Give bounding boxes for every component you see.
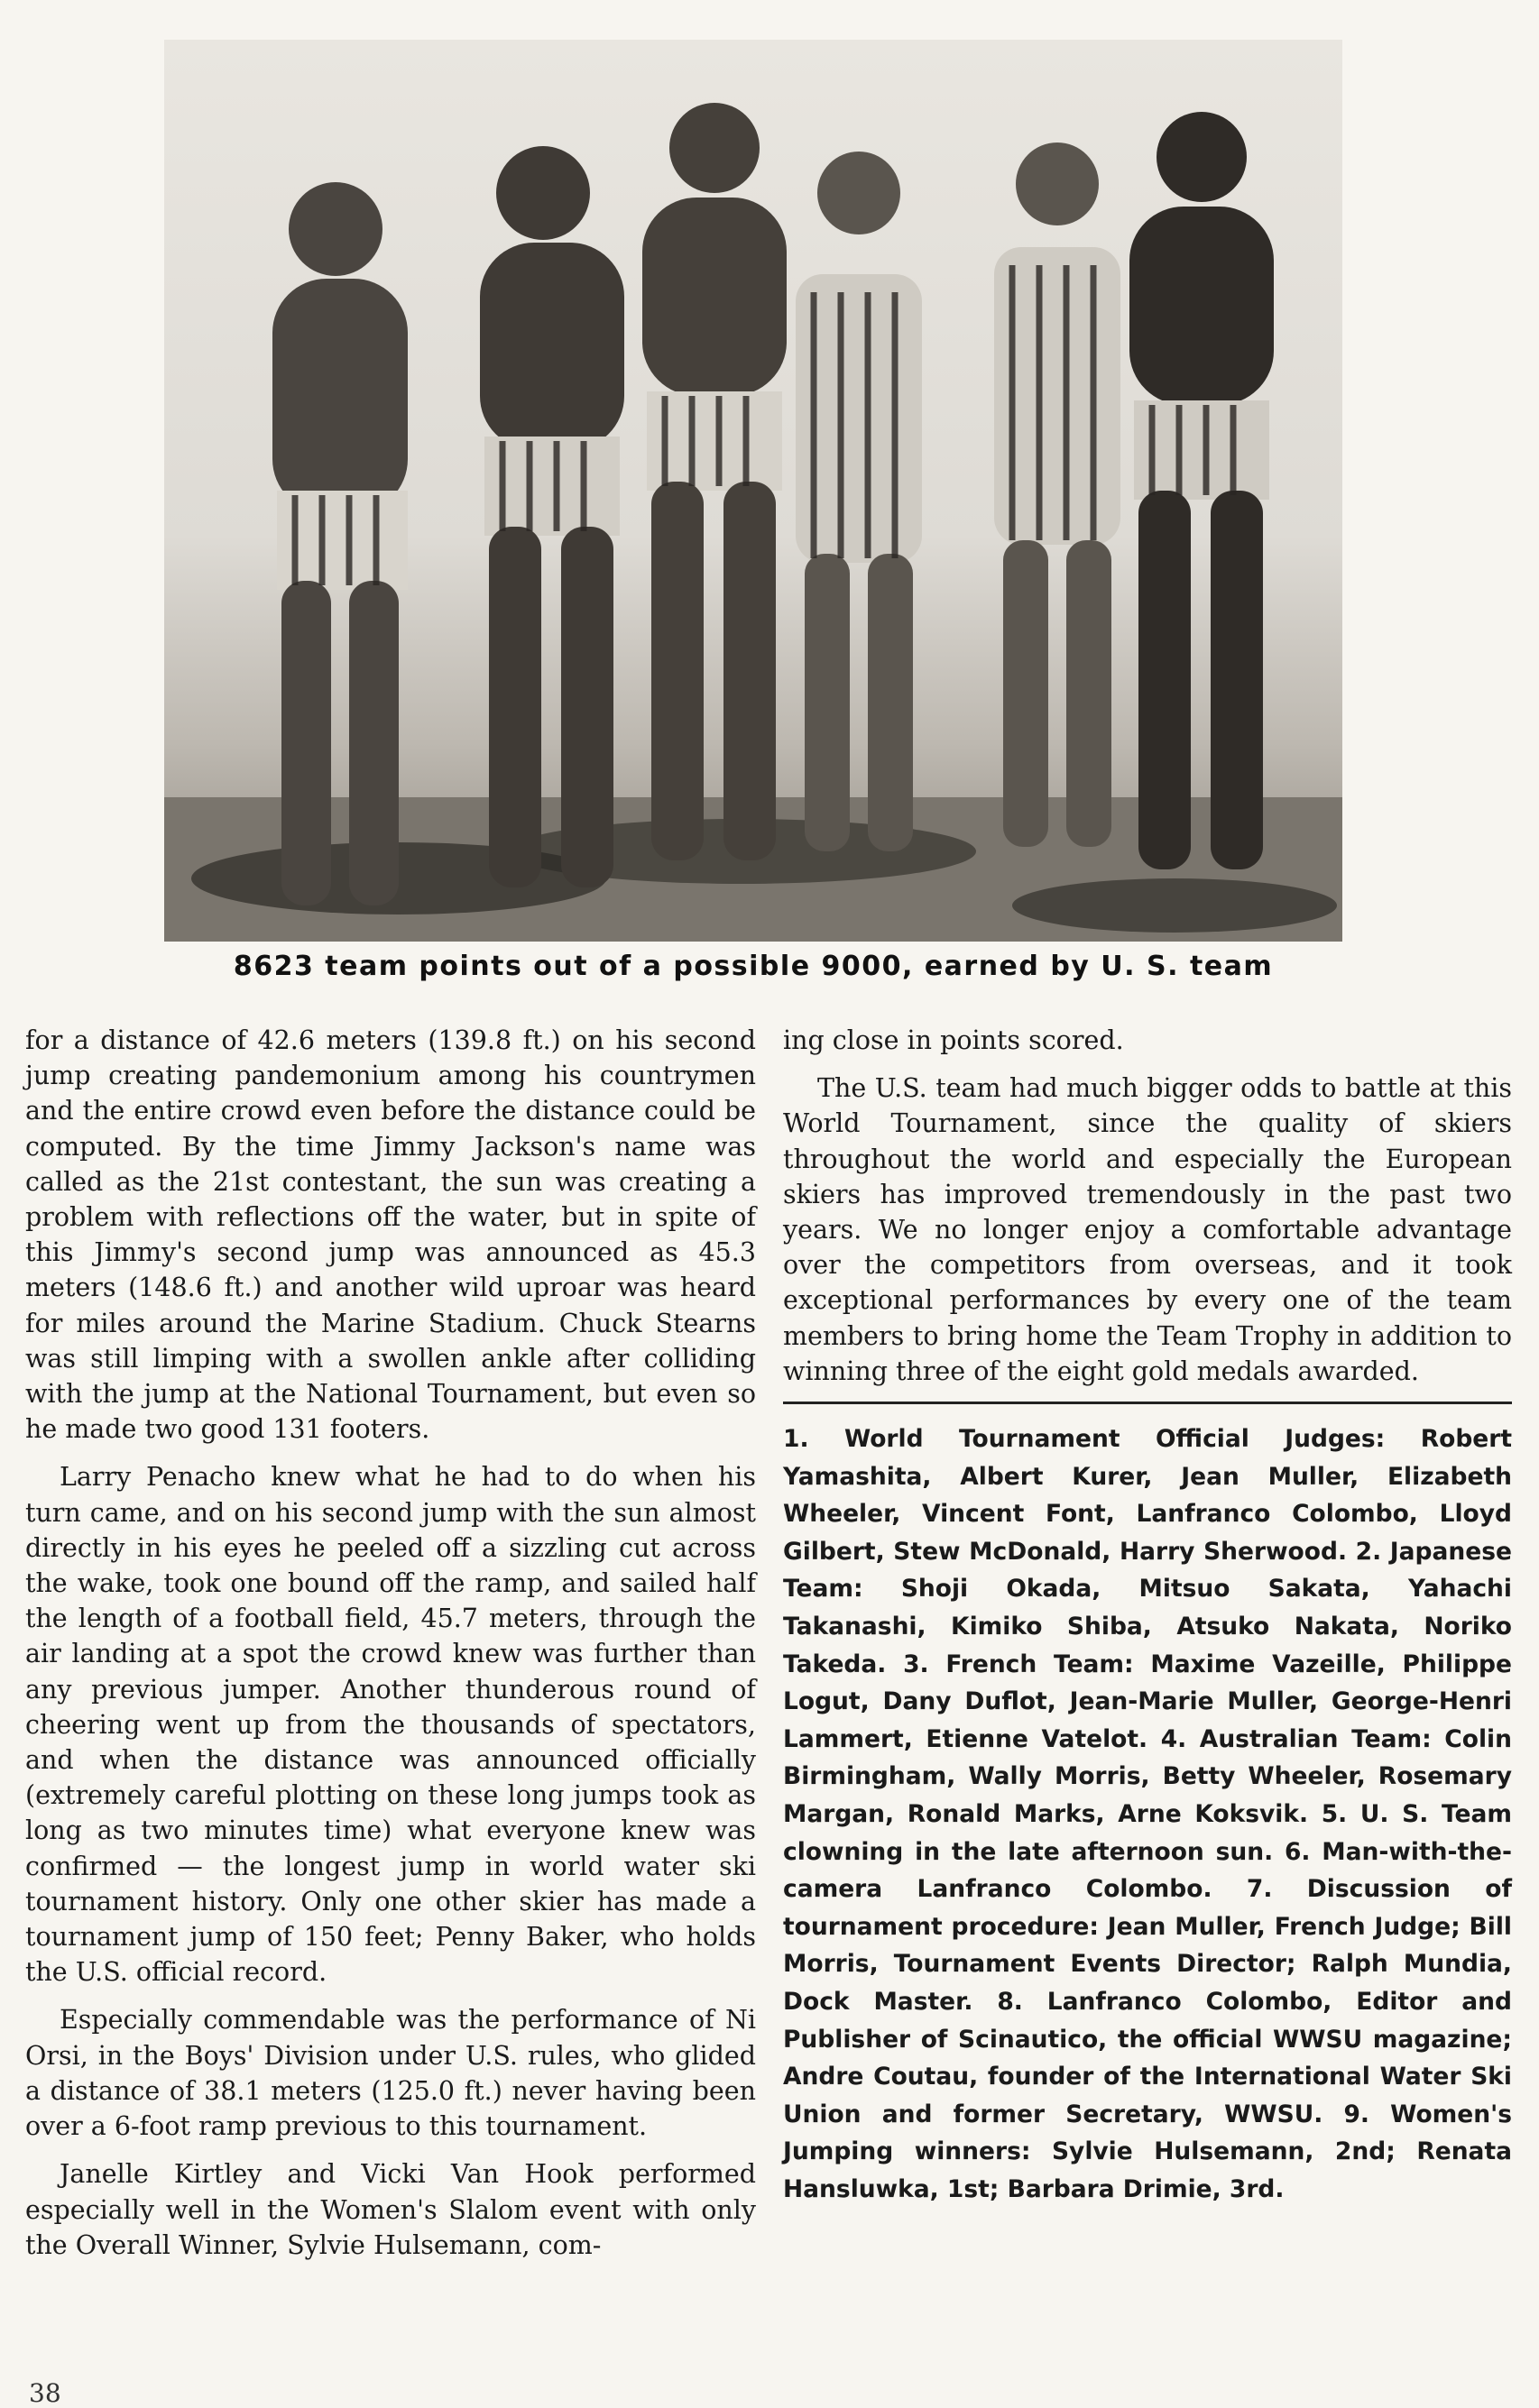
right-column — [783, 1023, 1512, 2221]
left-paragraph-3: Especially commendable was the performance of Ni Orsi, in the Boys' Division under U.S. rules, who glided a distance of 38.1 meters (125.0 ft.) never having been over a 6-foot ramp previous to this tournament. — [25, 2005, 756, 2142]
photo-caption: 8623 team points out of a possible 9000, earned by U. S. team — [233, 951, 1274, 982]
left-paragraph-4: Janelle Kirtley and Vicki Van Hook performed especially well in the Women's Slalom event with only the Overall Winner, Sylvie Hulsemann, com- — [25, 2159, 756, 2260]
left-paragraph-2: Larry Penacho knew what he had to do when his turn came, and on his second jump with the sun almost directly in his eyes he peeled off a sizzling cut across the wake, took one bound off the ramp, and sailed half the length of a football field, 45.7 meters, through the air landing at a spot the crowd knew was further than any previous jumper. Another thunderous round of cheering went up from the thousands of spectators, and when the distance was announced officially (extremely careful plotting on these long jumps took as long as two minutes time) what everyone knew was confirmed — the longest jump in world water ski tournament history. Only one other skier has made a tournament jump of 150 feet; Penny Baker, who holds the U.S. official record. — [25, 1462, 756, 1988]
section-divider — [783, 1402, 1512, 1404]
team-photo-icon — [164, 40, 1342, 942]
right-paragraph-2: The U.S. team had much bigger odds to battle at this World Tournament, since the quality of skiers throughout the world and especially the European skiers has improved tremendously in the past two years. We no longer enjoy a comfortable advantage over the competitors from overseas, and it took exceptional performances by every one of the team members to bring home the Team Trophy in addition to winning three of the eight gold medals awarded. — [783, 1073, 1512, 1386]
left-paragraph-1: for a distance of 42.6 meters (139.8 ft.) on his second jump creating pandemonium among his countrymen and the entire crowd even before the distance could be computed. By the time Jimmy Jackson's name was called as the 21st contestant, the sun was creating a problem with reflections off the water, but in spite of this Jimmy's second jump was announced as 45.3 meters (148.6 ft.) and another wild uproar was heard for miles around the Marine Stadium. Chuck Stearns was still limping with a swollen ankle after colliding with the jump at the National Tournament, but even so he made two good 131 footers. — [25, 1025, 756, 1445]
page-number: 38 — [29, 2378, 61, 2408]
right-paragraph-1: ing close in points scored. — [783, 1025, 1124, 1055]
left-column — [25, 1023, 756, 2275]
team-photo — [164, 40, 1342, 942]
photo-notes: 1. World Tournament Official Judges: Robert Yamashita, Albert Kurer, Jean Muller, Elizabeth Wheeler, Vincent Font, Lanfranco Colombo, Lloyd Gilbert, Stew McDonald, Harry Sherwood. 2. Japanese Team: Shoji Okada, Mitsuo Sakata, Yahachi Takanashi, Kimiko Shiba, Atsuko Nakata, Noriko Takeda. 3. French Team: Maxime Vazeille, Philippe Logut, Dany Duflot, Jean-Marie Muller, George-Henri Lammert, Etienne Vatelot. 4. Australian Team: Colin Birmingham, Wally Morris, Betty Wheeler, Rosemary Margan, Ronald Marks, Arne Koksvik. 5. U. S. Team clowning in the late afternoon sun. 6. Man-with-the-camera Lanfranco Colombo. 7. Discussion of tournament procedure: Jean Muller, French Judge; Bill Morris, Tournament Events Director; Ralph Mundia, Dock Master. 8. Lanfranco Colombo, Editor and Publisher of Scinautico, the official WWSU magazine; Andre Coutau, founder of the International Water Ski Union and former Secretary, WWSU. 9. Women's Jumping winners: Sylvie Hulsemann, 2nd; Renata Hansluwka, 1st; Barbara Drimie, 3rd. — [783, 1425, 1512, 2203]
